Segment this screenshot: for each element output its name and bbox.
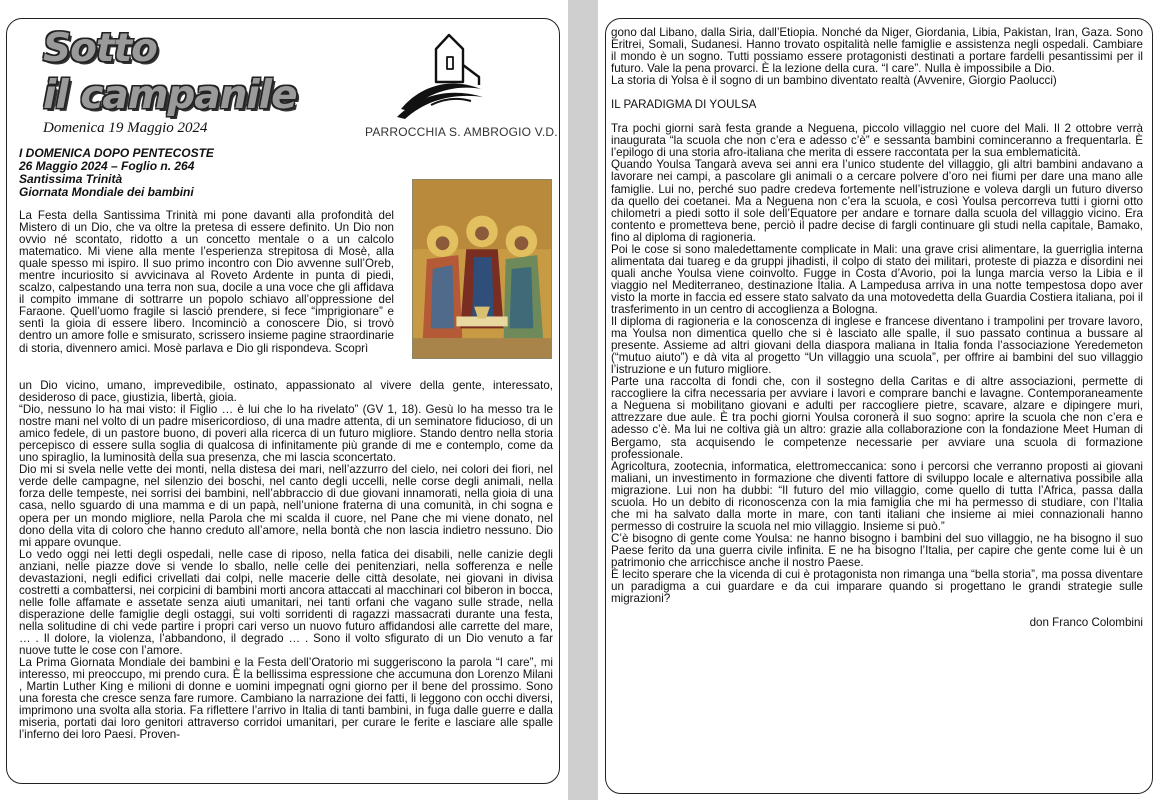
- issue-subhead: [19, 147, 214, 199]
- article-column-top: [19, 210, 394, 380]
- subhead-line: Giornata Mondiale dei bambini: [19, 185, 194, 199]
- masthead-title-line1: Sotto: [43, 26, 157, 71]
- subhead-line: Santissima Trinità: [19, 172, 123, 186]
- paragraph: C’è bisogno di gente come Youlsa: ne hanno bisogno i bambini del suo villaggio, ne ha bisogno il suo Paese ferito da una guerra civile infinita. E ne ha bisogno l’Italia, per capire che gente come lui è un patrimonio che arricchisce anche il nostro Paese.: [611, 531, 1143, 569]
- parish-name: PARROCCHIA S. AMBROGIO V.D.: [365, 125, 558, 139]
- paragraph: Parte una raccolta di fondi che, con il sostegno della Caritas e di altre associazioni, permette di raccogliere la cifra necessaria per avviare i lavori e comprare banchi e lavagne. Contemporaneamente a Neguena si mobilitano giovani e adulti per raccogliere pietre, scavare, alzare e dipingere muri, attrezzare due aule. È tra pochi giorni Youlsa coronerà il suo sogno: aprire la scuola che non c’era e adesso c’è. Ma lui ne coltiva già un altro: grazie alla collaborazione con la fondazione Meet Human di Bergamo, sta acquisendo le competenze necessarie per avviare una scuola di formazione professionale.: [611, 375, 1143, 461]
- issue-date: Domenica 19 Maggio 2024: [43, 120, 208, 136]
- paragraph: Il diploma di ragioneria e la conoscenza di inglese e francese diventano i trampolini per trovare lavoro, ma Youlsa non dimentica quello che si è lasciato alle spalle, il suo passato continua a bussare al presente. Assieme ad altri giovani della diaspora maliana in Italia fonda l’associazione Yeredemeton (“mutuo aiuto”) e dà vita al progetto “Un villaggio una scuola”, per offrire ai bambini del suo villaggio l’istruzione e un futuro migliore.: [611, 315, 1143, 377]
- subhead-line: I DOMENICA DOPO PENTECOSTE: [19, 146, 214, 160]
- left-page: [6, 18, 560, 784]
- right-page: [605, 18, 1153, 794]
- paragraph: gono dal Libano, dalla Siria, dall’Etiopia. Nonché da Niger, Giordania, Libia, Pakistan, Iran, Gaza. Sono Eritrei, Somali, Sudanesi. Hanno trovato ospitalità nelle famiglie e assistenza negli ospedali. Cambiare il mondo è un sogno. Tutti possiamo essere protagonisti destinati a portare fardelli pesantissimi per il futuro. Vale la pena provarci. È la lezione della cura. “I care”. Nulla è impossibile a Dio.: [611, 27, 1143, 76]
- paragraph: Poi le cose si sono maledettamente complicate in Mali: una grave crisi alimentare, la guerriglia interna alimentata dai tuareg e da gruppi jihadisti, il colpo di stato dei militari, proteste di piazza e disordini nei quali anche Youlsa viene coinvolto. Fugge in Costa d’Avorio, poi la lunga marcia verso la Libia e il viaggio nel Mediterraneo, destinazione Italia. A Lampedusa arriva in una notte tempestosa dopo aver visto la morte in faccia ed essere stato salvato da una motovedetta della Guardia Costiera italiana, poi il trasferimento in un centro di accoglienza a Bologna.: [611, 242, 1143, 316]
- paragraph: un Dio vicino, umano, imprevedibile, ostinato, appassionato al vivere della gente, interessato, desideroso di pace, giustizia, libertà, gioia.: [19, 380, 553, 405]
- paragraph: Quando Youlsa Tangarà aveva sei anni era l’unico studente del villaggio, gli altri bambini andavano a lavorare nei campi, a pascolare gli animali o a cercare polvere d’oro nei fiumi per dare una mano alle famiglie. Lui no, perché suo padre credeva fortemente nell’istruzione e voleva dargli un futuro diverso da quello dei coetanei. Ma a Neguena non c’era la scuola, e così Youlsa percorreva tutti i giorni otto chilometri a piedi sotto il sole dell’Equatore per andare e tornare dalla scuola del villaggio vicino. Era contento e prometteva bene, perciò il padre decise di fargli continuare gli studi nella capitale, Bamako, fino al diploma di ragioneria.: [611, 158, 1143, 244]
- paragraph: Dio mi si svela nelle vette dei monti, nella distesa dei mari, nell’azzurro del cielo, nei colori dei fiori, nel verde delle campagne, nel silenzio dei boschi, nel canto degli uccelli, nelle corse degli animali, nella forza delle tempeste, nei sorrisi dei bambini, nell’abbraccio di due giovani innamorati, nella gioia di una casa, nello sguardo di una mamma e di un papà, nell’unione fraterna di una comunità, in chi sogna e opera per un mondo migliore, nella Parola che mi scalda il cuore, nel Pane che mi viene donato, nel dono della vita di coloro che hanno creduto all’amore, nella bontà che non lascia indietro nessuno. Dio mi appare ovunque.: [19, 463, 553, 549]
- paragraph: È lecito sperare che la vicenda di cui è protagonista non rimanga una “bella storia”, ma possa diventare un paradigma a cui guardare e da cui imparare quando si progettano le grandi strategie sulle migrazioni?: [611, 568, 1143, 606]
- church-logo-icon: [391, 27, 491, 122]
- signature: don Franco Colombini: [1029, 616, 1143, 630]
- paragraph: La storia di Yolsa è il sogno di un bambino diventato realtà (Avvenire, Giorgio Paolucci): [611, 74, 1057, 88]
- trinity-icon-image: [412, 179, 552, 359]
- page-gutter: [568, 0, 598, 800]
- paragraph: Agricoltura, zootecnia, informatica, elettromeccanica: sono i percorsi che verranno proposti ai giovani maliani, un investimento in formazione che diventi fattore di sviluppo locale e alternativa possibile alla migrazione. Lui non ha dubbi: “Il futuro del mio villaggio, come quello di tutta l’Africa, passa dalla scuola. Ho un debito di riconoscenza con la mia famiglia che mi ha permesso di studiare, con l’Italia che mi ha salvato dalla morte in mare, con tanti italiani che insieme ai miei connazionali hanno permesso di costruire la scuola nel mio villaggio. Insieme si può.”: [611, 459, 1143, 533]
- masthead-title-line2: il campanile: [43, 73, 297, 118]
- section-heading: IL PARADIGMA DI YOULSA: [611, 98, 757, 112]
- paragraph: “Dio, nessuno lo ha mai visto: il Figlio … è lui che lo ha rivelato” (GV 1, 18). Gesù lo ha messo tra le nostre mani nel volto di un padre misericordioso, di una madre attenta, di un seminatore fiducioso, di un amico fedele, di un pastore buono, di poveri alla ricerca di un futuro migliore. Stando dentro nella storia percepisco di essere sulla soglia di qualcosa di infinitamente più grande di me e contemplo, come da uno spiraglio, la luminosità della sua presenza, che mi lascia sconcertato.: [19, 403, 553, 465]
- paragraph: Tra pochi giorni sarà festa grande a Neguena, piccolo villaggio nel cuore del Mali. Il 2 ottobre verrà inaugurata “la scuola che non c’era e adesso c’è” e sessanta bambini cominceranno a frequentarla. È l’epilogo di una storia afro-italiana che merita di essere raccontata per la sua emblematicità.: [611, 122, 1143, 160]
- subhead-line: 26 Maggio 2024 – Foglio n. 264: [19, 159, 195, 173]
- article-body-left: [19, 380, 553, 783]
- article-body-right: [611, 27, 1143, 787]
- paragraph: Lo vedo oggi nei letti degli ospedali, nelle case di riposo, nella fatica dei disabili, nelle canizie degli anziani, nelle piazze dove si vende lo sballo, nelle celle dei penitenziari, nella sofferenza e nelle devastazioni, negli edifici crivellati dai colpi, nelle macerie delle città desolate, nei giovani in divisa costretti a combattersi, nei corpicini di bambini morti ancora attaccati al macchinari col biberon in bocca, nelle folle affamate e assetate senza aiuti umanitari, nei tanti orfani che vagano sulle strade, nella disperazione delle famiglie degli ostaggi, sui volti sorridenti di ragazzi massacrati durante una festa, nella solitudine di chi vede partire i propri cari verso un nuovo futuro affidandosi alle carrette del mare, … . Il dolore, la violenza, l’abbandono, il degrado … . Sono il volto sfigurato di un Dio venuto a far nuove tutte le cose con l’amore.: [19, 547, 553, 658]
- paragraph: La Festa della Santissima Trinità mi pone davanti alla profondità del Mistero di un Dio, che va oltre la pretesa di essere definito. Un Dio non ovvio né scontato, ridotto a un concetto mentale o a un calcolo matematico. Mi viene alla mente l’esperienza strepitosa di Mosè, alla quale spesso mi ispiro. Il suo primo incontro con Dio avvenne sull’Oreb, mentre incuriosito si avvicinava al Roveto Ardente in punta di piedi, scalzo, calpestando una terra non sua, docile a una voce che gli affidava il compito immane di sottrarre un popolo schiavo all’oppressione del Faraone. Quell’uomo fragile si lasciò prendere, si fece “imprigionare” e sentì la gioia di essere libero. Incominciò a conoscere Dio, si trovò dentro un amore folle e smisurato, scrissero insieme pagine straordinarie di storia, divennero amici. Mosè parlava e Dio gli rispondeva. Scoprì: [19, 210, 394, 355]
- paragraph: La Prima Giornata Mondiale dei bambini e la Festa dell’Oratorio mi suggeriscono la parola “I care”, mi interesso, mi preoccupo, mi prendo cura. È la bellissima espressione che accumuna don Lorenzo Milani , Martin Luther King e milioni di donne e uomini impegnati ogni giorno per il bene del prossimo. Sono una foresta che cresce senza fare rumore. Cambiano la narrazione dei fatti, li leggono con occhi diversi, imprimono una svolta alla storia. Fa riflettere l’arrivo in Italia di tanti bambini, in fuga dalle guerre e dalla miseria, portati dai loro genitori attraverso corridoi umanitari, per curare le ferite e lasciare alle spalle l’inferno dei loro Paesi. Proven-: [19, 656, 553, 742]
